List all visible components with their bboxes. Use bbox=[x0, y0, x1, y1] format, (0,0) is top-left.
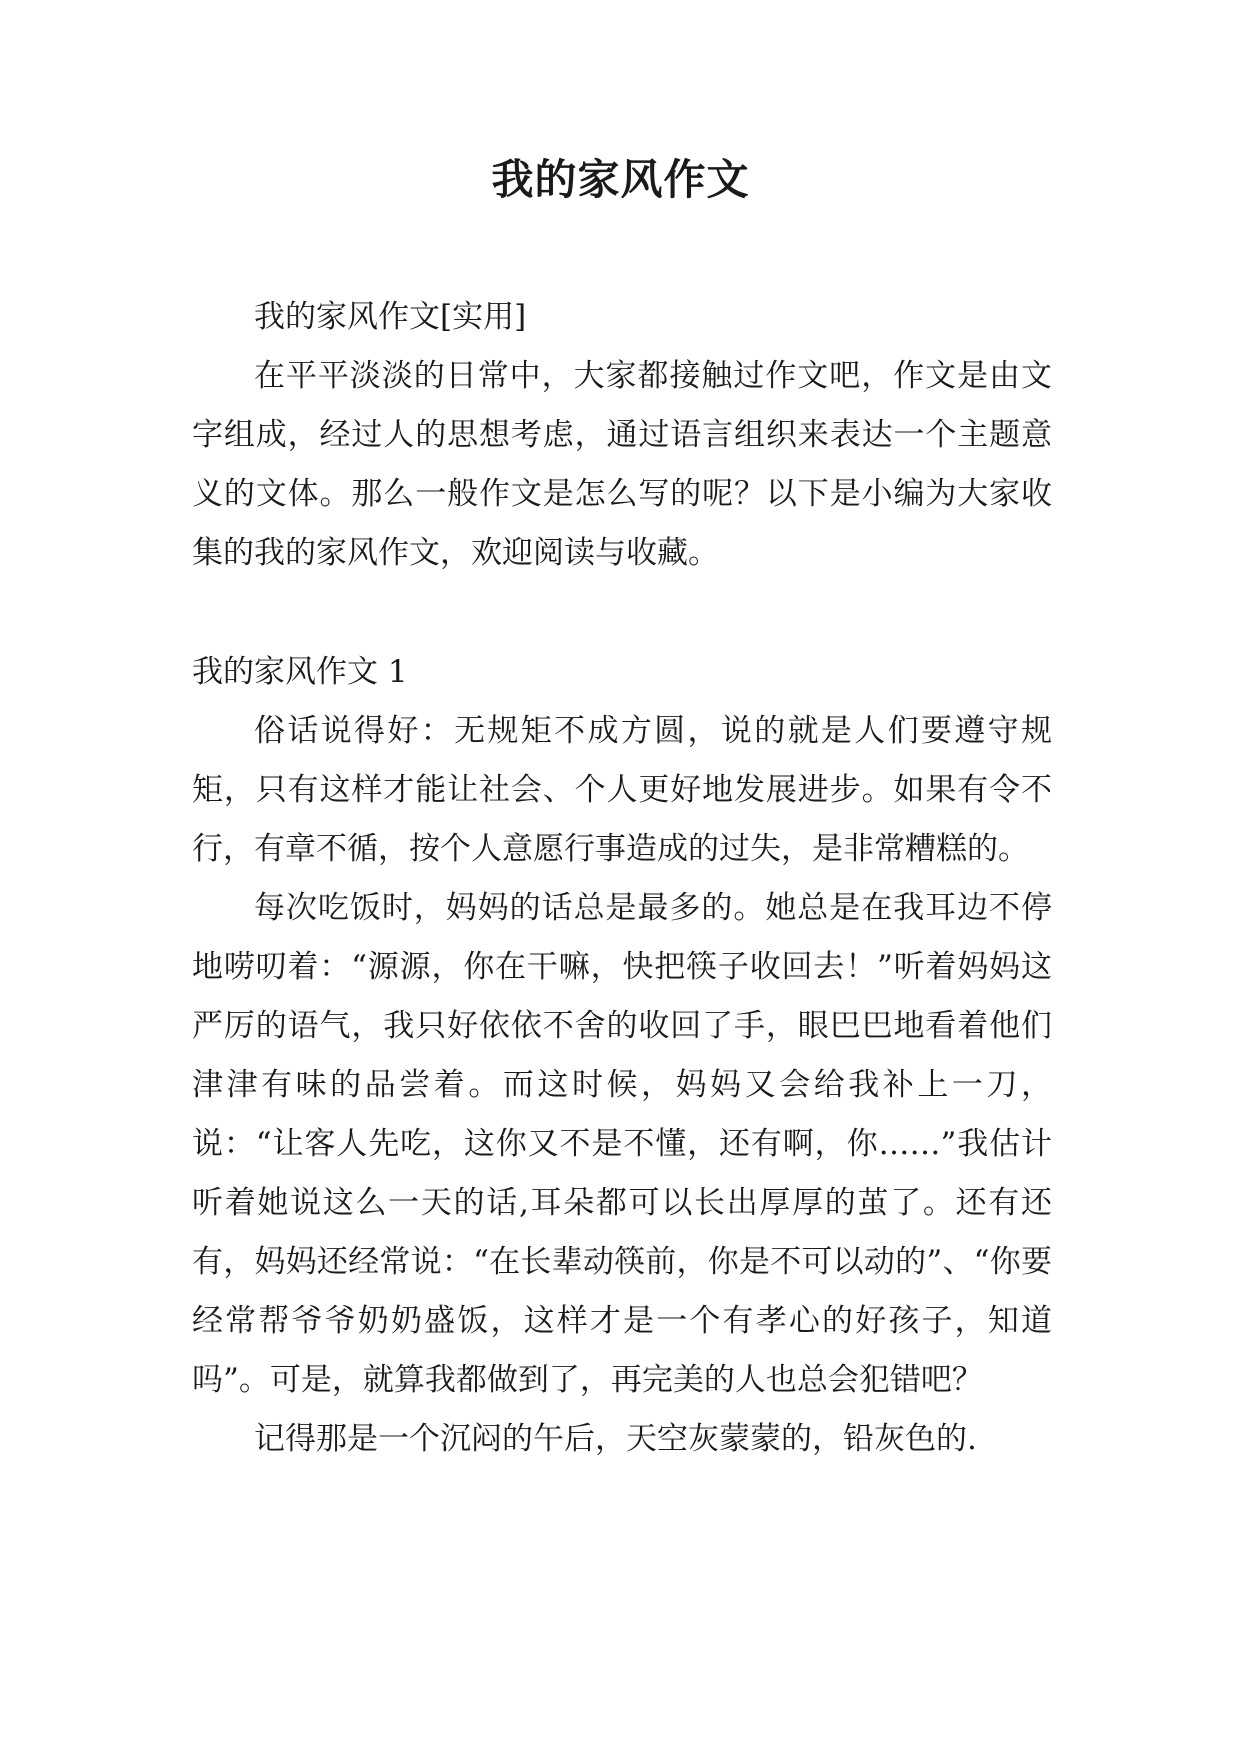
body-paragraph-2: 每次吃饭时，妈妈的话总是最多的。她总是在我耳边不停地唠叨着：“源源，你在干嘛，快把筷子收回去！”听着妈妈这严厉的语气，我只好依依不舍的收回了手，眼巴巴地看着他们津津有味的品尝着。而这时候，妈妈又会给我补上一刀，说：“让客人先吃，这你又不是不懂，还有啊，你……”我估计听着她说这么一天的话,耳朵都可以长出厚厚的茧了。还有还有，妈妈还经常说：“在长辈动筷前，你是不可以动的”、“你要经常帮爷爷奶奶盛饭，这样才是一个有孝心的好孩子，知道吗”。可是，就算我都做到了，再完美的人也总会犯错吧？ bbox=[192, 890, 1052, 1398]
body-paragraph-3: 记得那是一个沉闷的午后，天空灰蒙蒙的，铅灰色的. bbox=[254, 1421, 977, 1457]
document-title: 我的家风作文 bbox=[491, 155, 750, 204]
section-spacer bbox=[192, 583, 1052, 643]
document-body bbox=[192, 288, 1052, 1469]
body-paragraph-1: 俗话说得好：无规矩不成方圆，说的就是人们要遵守规矩，只有这样才能让社会、个人更好地发展进步。如果有令不行，有章不循，按个人意愿行事造成的过失，是非常糟糕的。 bbox=[192, 713, 1052, 867]
intro-paragraph: 在平平淡淡的日常中，大家都接触过作文吧，作文是由文字组成，经过人的思想考虑，通过语言组织来表达一个主题意义的文体。那么一般作文是怎么写的呢？以下是小编为大家收集的我的家风作文，欢迎阅读与收藏。 bbox=[192, 358, 1052, 571]
document-subtitle: 我的家风作文[实用] bbox=[254, 299, 527, 335]
section-heading: 我的家风作文 1 bbox=[192, 654, 408, 690]
